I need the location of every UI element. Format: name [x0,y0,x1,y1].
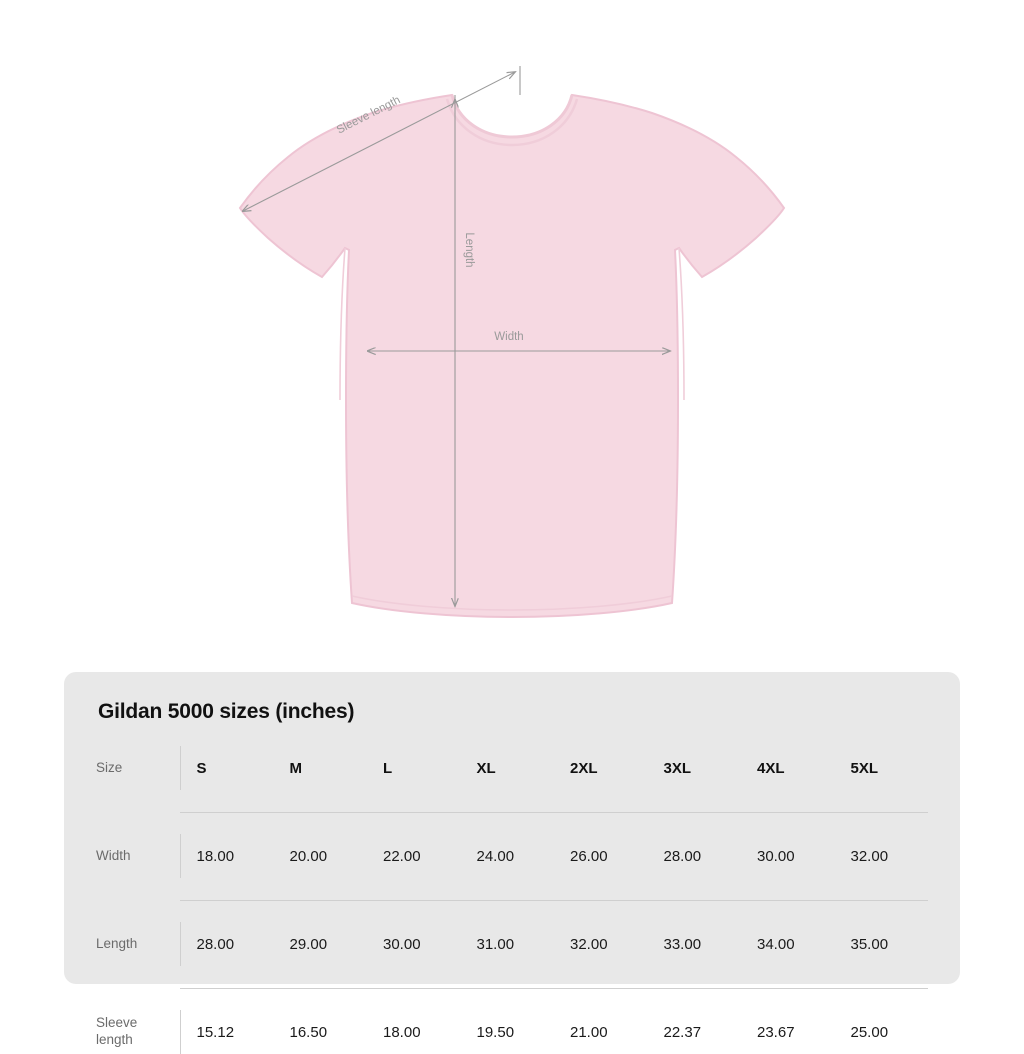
length-label: Length [463,232,475,268]
divider-cell [180,878,928,922]
width-3xl: 28.00 [663,847,702,865]
size-table [96,746,928,1054]
table-divider [96,966,928,1010]
table-row [96,1010,928,1054]
table-row [96,922,928,966]
length-5xl: 35.00 [850,935,889,953]
table-divider [96,878,928,922]
sleeve-4xl: 23.67 [757,1023,795,1041]
sleeve-2xl: 21.00 [570,1023,608,1041]
tshirt-shape [240,95,784,617]
row-label-size: Size [96,746,180,790]
width-label: Width [494,331,524,343]
table-divider [96,790,928,834]
row-label-length: Length [96,922,180,966]
sleeve-m: 16.50 [289,1023,328,1041]
width-xl: 24.00 [476,847,515,865]
length-2xl: 32.00 [570,935,608,953]
width-s: 18.00 [196,847,235,865]
row-label-sleeve-length: Sleeve length [96,1010,180,1054]
width-l: 22.00 [383,847,421,865]
row-label-width: Width [96,834,180,878]
chart-title: Gildan 5000 sizes (inches) [98,700,355,723]
size-header-m: M [289,759,302,777]
length-xl: 31.00 [476,935,515,953]
divider-cell-label [96,966,180,1010]
length-3xl: 33.00 [663,935,702,953]
divider-cell-label [96,878,180,922]
length-s: 28.00 [196,935,235,953]
width-4xl: 30.00 [757,847,795,865]
sleeve-length-label: Sleeve length [334,94,403,137]
width-m: 20.00 [289,847,328,865]
size-header-3xl: 3XL [663,759,692,777]
length-4xl: 34.00 [757,935,795,953]
width-2xl: 26.00 [570,847,608,865]
table-header-row [96,746,928,790]
divider-cell [180,790,928,834]
width-5xl: 32.00 [850,847,889,865]
size-chart-card [64,672,960,1047]
divider-cell-label [96,790,180,834]
divider-line [180,900,928,901]
size-header-4xl: 4XL [757,759,785,777]
size-header-s: S [196,759,207,777]
sleeve-3xl: 22.37 [663,1023,702,1041]
divider-cell [180,966,928,1010]
size-header-l: L [383,759,393,777]
divider-line [180,812,928,813]
sleeve-s: 15.12 [196,1023,235,1041]
table-row [96,834,928,878]
sleeve-l: 18.00 [383,1023,421,1041]
divider-line [180,988,928,989]
size-header-2xl: 2XL [570,759,598,777]
size-header-5xl: 5XL [850,759,879,777]
length-l: 30.00 [383,935,421,953]
sleeve-xl: 19.50 [476,1023,515,1041]
size-header-xl: XL [476,759,496,777]
length-m: 29.00 [289,935,328,953]
sleeve-5xl: 25.00 [850,1023,889,1041]
